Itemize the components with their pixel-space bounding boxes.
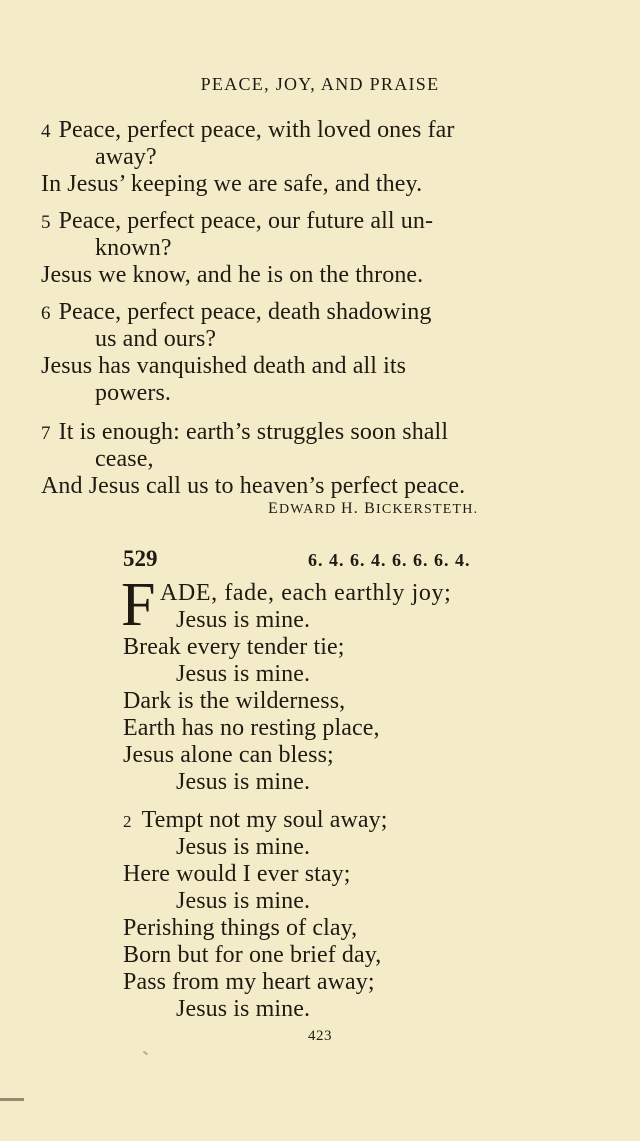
hymn-stanza-2-line-5: Perishing things of clay,	[123, 915, 358, 941]
stanza-5-line-1: 5 Peace, perfect peace, our future all un-	[41, 208, 434, 234]
hymn-meter: 6. 4. 6. 4. 6. 6. 6. 4.	[308, 550, 471, 570]
hymn-stanza-1-line-5: Dark is the wilderness,	[123, 688, 346, 714]
stanza-6-line-1: 6 Peace, perfect peace, death shadowing	[41, 299, 432, 325]
hymn-stanza-1-line-4: Jesus is mine.	[176, 661, 311, 687]
stanza-7-line-1-continued: cease,	[95, 446, 154, 472]
hymn-number: 529	[123, 546, 158, 571]
stanza-6-line-2: Jesus has vanquished death and all its	[41, 353, 407, 379]
hymn-stanza-1-line-6: Earth has no resting place,	[123, 715, 380, 741]
page-number: 423	[308, 1028, 332, 1044]
hymn-stanza-2-line-7: Pass from my heart away;	[123, 969, 375, 995]
stanza-6-line-2-continued: powers.	[95, 380, 172, 406]
stanza-6-line-1-continued: us and ours?	[95, 326, 217, 352]
drop-cap: F	[121, 571, 156, 639]
hymn-stanza-1-line-2: Jesus is mine.	[176, 607, 311, 633]
hymn-stanza-2-line-4: Jesus is mine.	[176, 888, 311, 914]
stanza-4-line-1-continued: away?	[95, 144, 157, 170]
stanza-number: 4	[41, 121, 51, 142]
hymn-stanza-2-line-2: Jesus is mine.	[176, 834, 311, 860]
page-edge-mark	[0, 1098, 24, 1101]
stanza-number: 7	[41, 423, 51, 444]
stanza-4-line-1: 4 Peace, perfect peace, with loved ones far	[41, 117, 455, 143]
stanza-7-line-2: And Jesus call us to heaven’s perfect peace.	[41, 473, 466, 499]
hymn-stanza-1-line-1: ADE, fade, each earthly joy;	[160, 580, 452, 606]
stanza-number: 6	[41, 303, 51, 324]
stanza-4-line-2: In Jesus’ keeping we are safe, and they.	[41, 171, 423, 197]
hymn-stanza-2-line-1: 2 Tempt not my soul away;	[123, 807, 388, 833]
hymn-stanza-1-line-7: Jesus alone can bless;	[123, 742, 334, 768]
hymn-stanza-2-line-6: Born but for one brief day,	[123, 942, 382, 968]
stanza-number: 5	[41, 212, 51, 233]
hymn-stanza-2-line-3: Here would I ever stay;	[123, 861, 351, 887]
hymn-stanza-2-line-8: Jesus is mine.	[176, 996, 311, 1022]
stanza-5-line-1-continued: known?	[95, 235, 172, 261]
stanza-number: 2	[123, 812, 132, 831]
author-attribution: EDWARD H. BICKERSTETH.	[268, 500, 479, 517]
hymn-stanza-1-line-8: Jesus is mine.	[176, 769, 311, 795]
hymn-stanza-1-line-3: Break every tender tie;	[123, 634, 345, 660]
print-speck	[143, 1051, 148, 1056]
running-header: PEACE, JOY, AND PRAISE	[200, 74, 440, 94]
stanza-7-line-1: 7 It is enough: earth’s struggles soon shall	[41, 419, 449, 445]
stanza-5-line-2: Jesus we know, and he is on the throne.	[41, 262, 424, 288]
